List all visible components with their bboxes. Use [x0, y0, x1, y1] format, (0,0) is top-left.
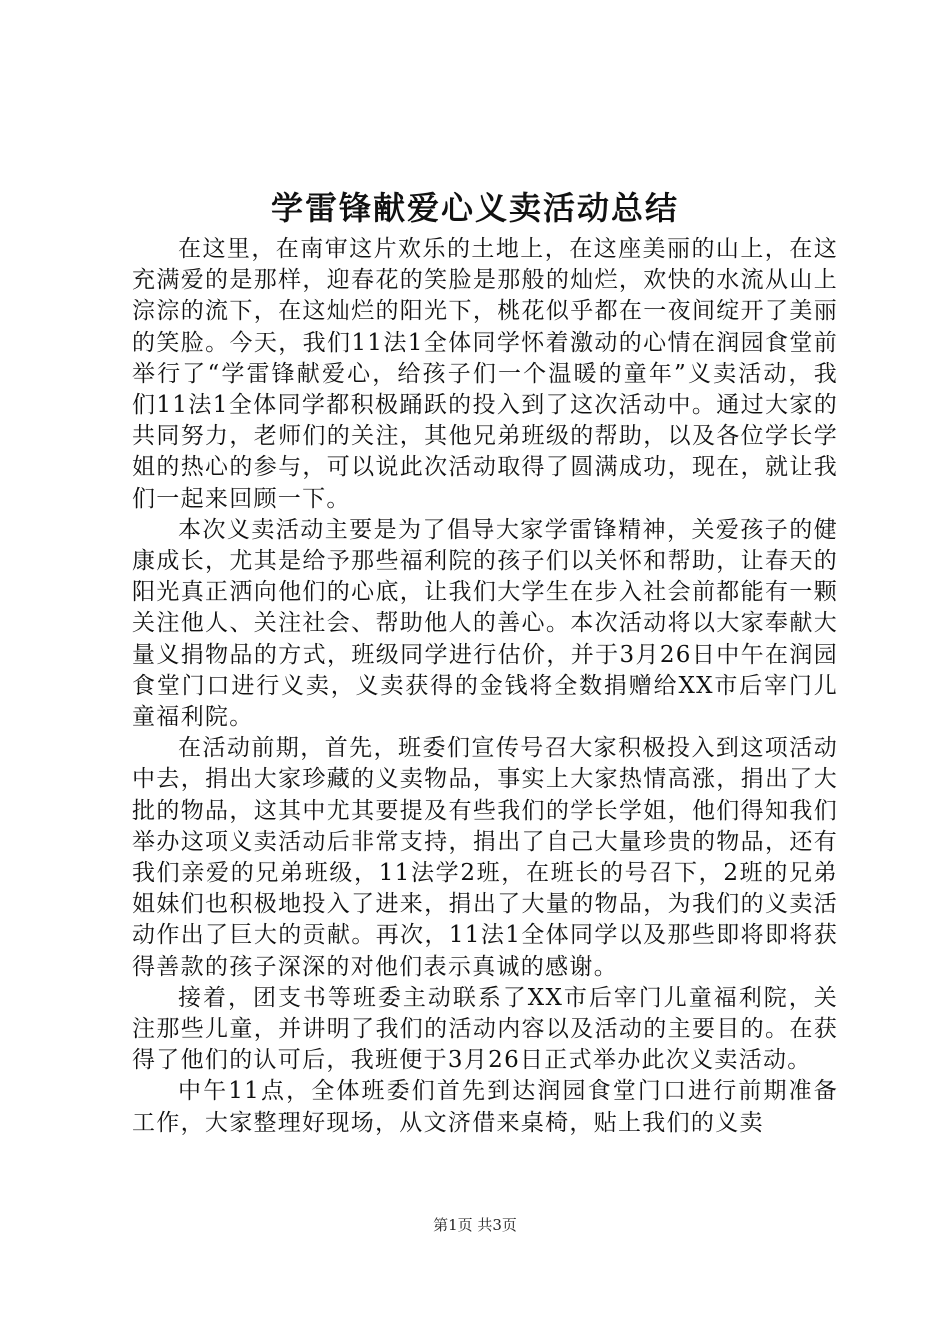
- paragraph: 中午11点，全体班委们首先到达润园食堂门口进行前期准备工作，大家整理好现场，从文济借来桌椅，贴上我们的义卖: [132, 1078, 838, 1136]
- paragraph: 在活动前期，首先，班委们宣传号召大家积极投入到这项活动中去，捐出大家珍藏的义卖物品，事实上大家热情高涨，捐出了大批的物品，这其中尤其要提及有些我们的学长学姐，他们得知我们举办这项义卖活动后非常支持，捐出了自己大量珍贵的物品，还有我们亲爱的兄弟班级，11法学2班，在班长的号召下，2班的兄弟姐妹们也积极地投入了进来，捐出了大量的物品，为我们的义卖活动作出了巨大的贡献。再次，11法1全体同学以及那些即将即将获得善款的孩子深深的对他们表示真诚的感谢。: [132, 735, 838, 980]
- page-footer: 第1页 共3页: [433, 1216, 517, 1234]
- paragraph: 在这里，在南审这片欢乐的土地上，在这座美丽的山上，在这充满爱的是那样，迎春花的笑脸是那般的灿烂，欢快的水流从山上淙淙的流下，在这灿烂的阳光下，桃花似乎都在一夜间绽开了美丽的笑脸。今天，我们11法1全体同学怀着激动的心情在润园食堂前举行了“学雷锋献爱心，给孩子们一个温暖的童年”义卖活动，我们11法1全体同学都积极踊跃的投入到了这次活动中。通过大家的共同努力，老师们的关注，其他兄弟班级的帮助，以及各位学长学姐的热心的参与，可以说此次活动取得了圆满成功，现在，就让我们一起来回顾一下。: [132, 236, 838, 512]
- document-body: [132, 234, 838, 1139]
- paragraph: 本次义卖活动主要是为了倡导大家学雷锋精神，关爱孩子的健康成长，尤其是给予那些福利院的孩子们以关怀和帮助，让春天的阳光真正洒向他们的心底，让我们大学生在步入社会前都能有一颗关注他人、关注社会、帮助他人的善心。本次活动将以大家奉献大量义捐物品的方式，班级同学进行估价，并于3月26日中午在润园食堂门口进行义卖，义卖获得的金钱将全数捐赠给XX市后宰门儿童福利院。: [132, 516, 838, 731]
- paragraph: 接着，团支书等班委主动联系了XX市后宰门儿童福利院，关注那些儿童，并讲明了我们的活动内容以及活动的主要目的。在获得了他们的认可后，我班便于3月26日正式举办此次义卖活动。: [132, 984, 838, 1074]
- document-title: 学雷锋献爱心义卖活动总结: [270, 189, 679, 227]
